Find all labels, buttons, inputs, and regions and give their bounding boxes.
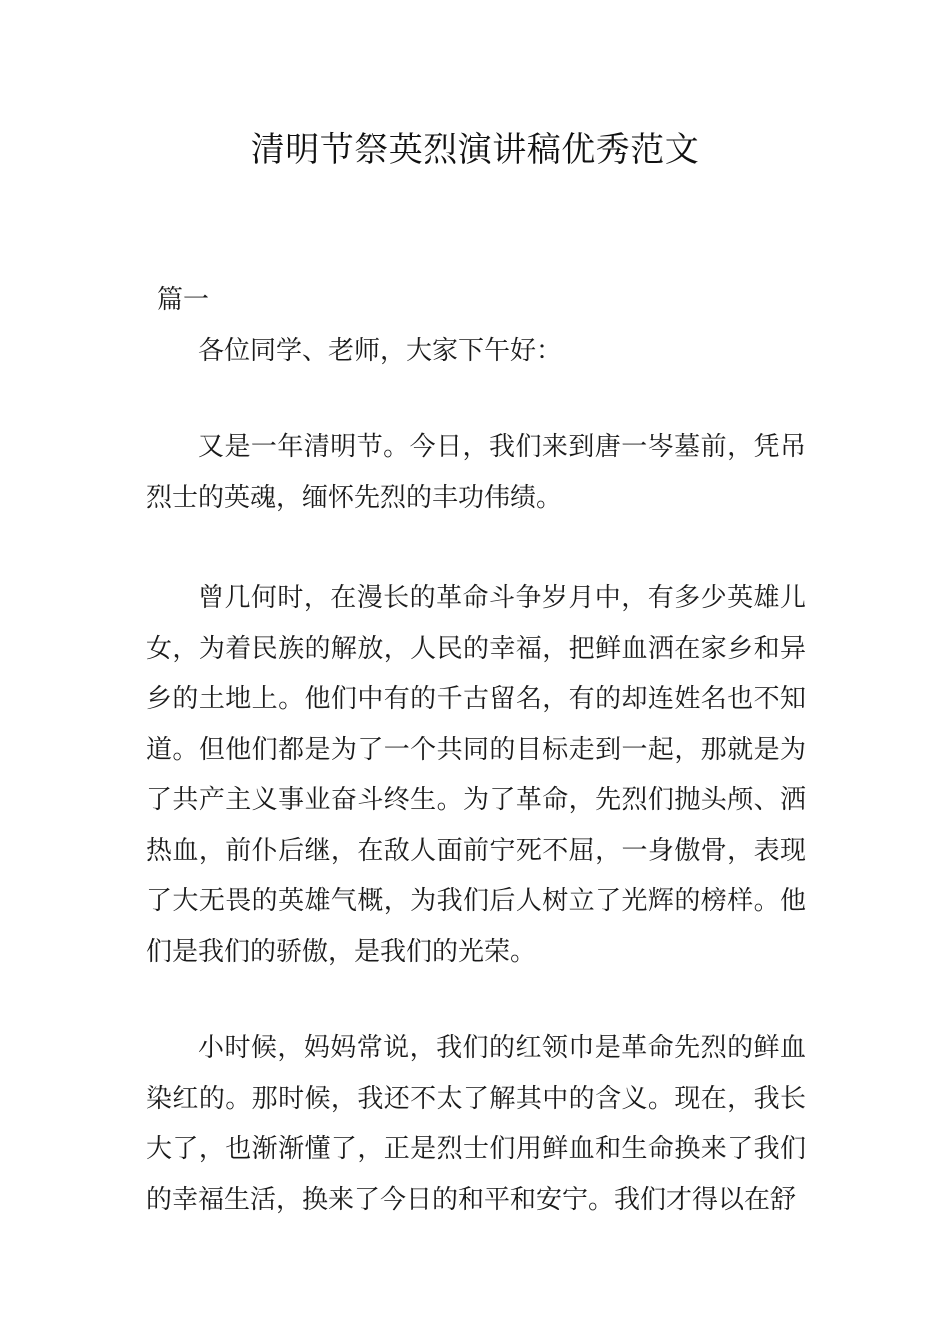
paragraph-2: 曾几何时，在漫长的革命斗争岁月中，有多少英雄儿女，为着民族的解放，人民的幸福，把鲜血洒在家乡和异乡的土地上。他们中有的千古留名，有的却连姓名也不知道。但他们都是为了一个共同的目标走到一起，那就是为了共产主义事业奋斗终生。为了革命，先烈们抛头颅、洒热血，前仆后继，在敌人面前宁死不屈，一身傲骨，表现了大无畏的英雄气概，为我们后人树立了光辉的榜样。他们是我们的骄傲，是我们的光荣。 [146, 583, 806, 967]
document-title: 清明节祭英烈演讲稿优秀范文 [250, 130, 700, 170]
greeting-line: 各位同学、老师，大家下午好： [198, 336, 563, 366]
paragraph-1: 又是一年清明节。今日，我们来到唐一岑墓前，凭吊烈士的英魂，缅怀先烈的丰功伟绩。 [146, 432, 806, 513]
paragraph-3: 小时候，妈妈常说，我们的红领巾是革命先烈的鲜血染红的。那时候，我还不太了解其中的含义。现在，我长大了，也渐渐懂了，正是烈士们用鲜血和生命换来了我们的幸福生活，换来了今日的和平和安宁。我们才得以在舒 [146, 1033, 806, 1215]
section-label: 篇一 [157, 285, 210, 315]
